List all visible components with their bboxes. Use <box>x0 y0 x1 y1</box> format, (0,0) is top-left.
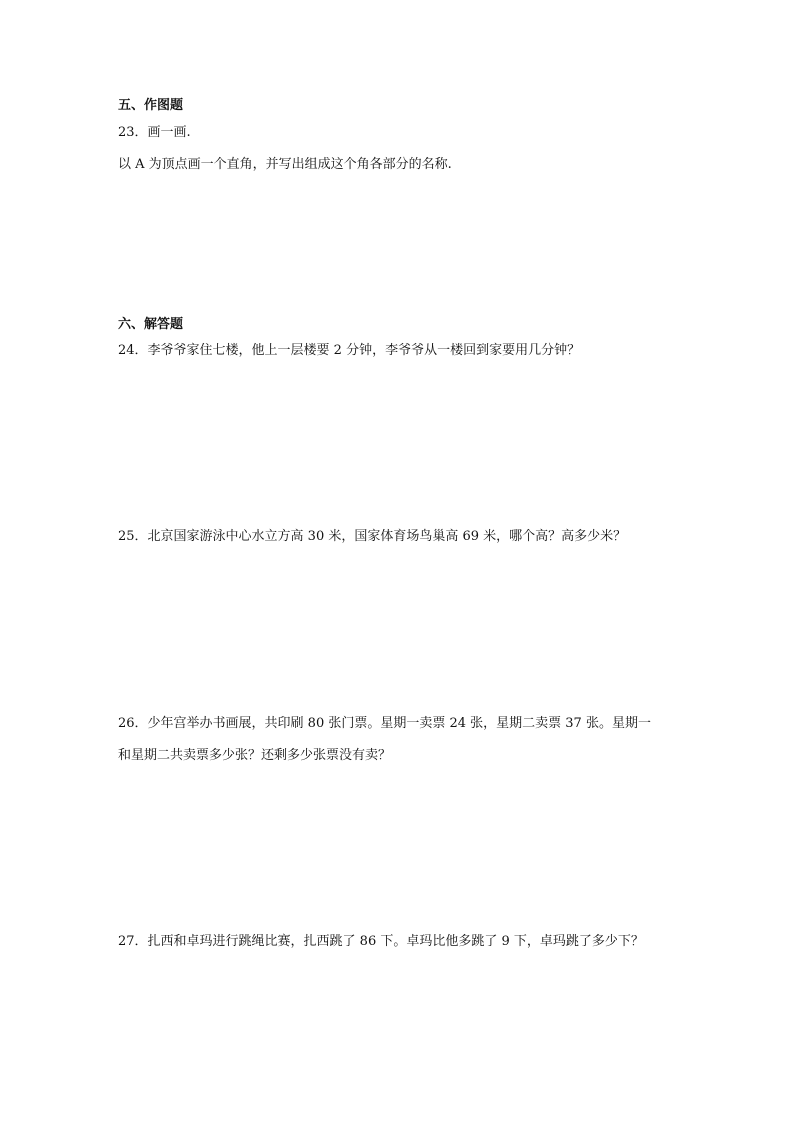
question-23-text: 以 A 为顶点画一个直角，并写出组成这个角各部分的名称. <box>118 157 452 172</box>
answer-space-23 <box>118 180 678 310</box>
question-24: 24．李爷爷家住七楼，他上一层楼要 2 分钟，李爷爷从一楼回到家要用几分钟？ <box>118 343 581 358</box>
question-23-title: 23．画一画. <box>118 125 191 140</box>
section-heading-answers: 六、解答题 <box>118 317 184 332</box>
answer-space-27 <box>118 956 678 1106</box>
question-25: 25．北京国家游泳中心水立方高 30 米，国家体育场鸟巢高 69 米，哪个高？高多少米？ <box>118 529 627 544</box>
answer-space-26 <box>118 770 678 930</box>
question-26-line-1: 26．少年宫举办书画展，共印刷 80 张门票。星期一卖票 24 张，星期二卖票 37 张。星期一 <box>118 716 651 731</box>
question-26-line-2: 和星期二共卖票多少张？还剩多少张票没有卖？ <box>118 748 392 763</box>
question-27: 27．扎西和卓玛进行跳绳比赛，扎西跳了 86 下。卓玛比他多跳了 9 下，卓玛跳了多少下？ <box>118 934 644 949</box>
section-heading-drawing: 五、作图题 <box>118 98 184 113</box>
answer-space-24 <box>118 365 678 525</box>
answer-space-25 <box>118 550 678 710</box>
